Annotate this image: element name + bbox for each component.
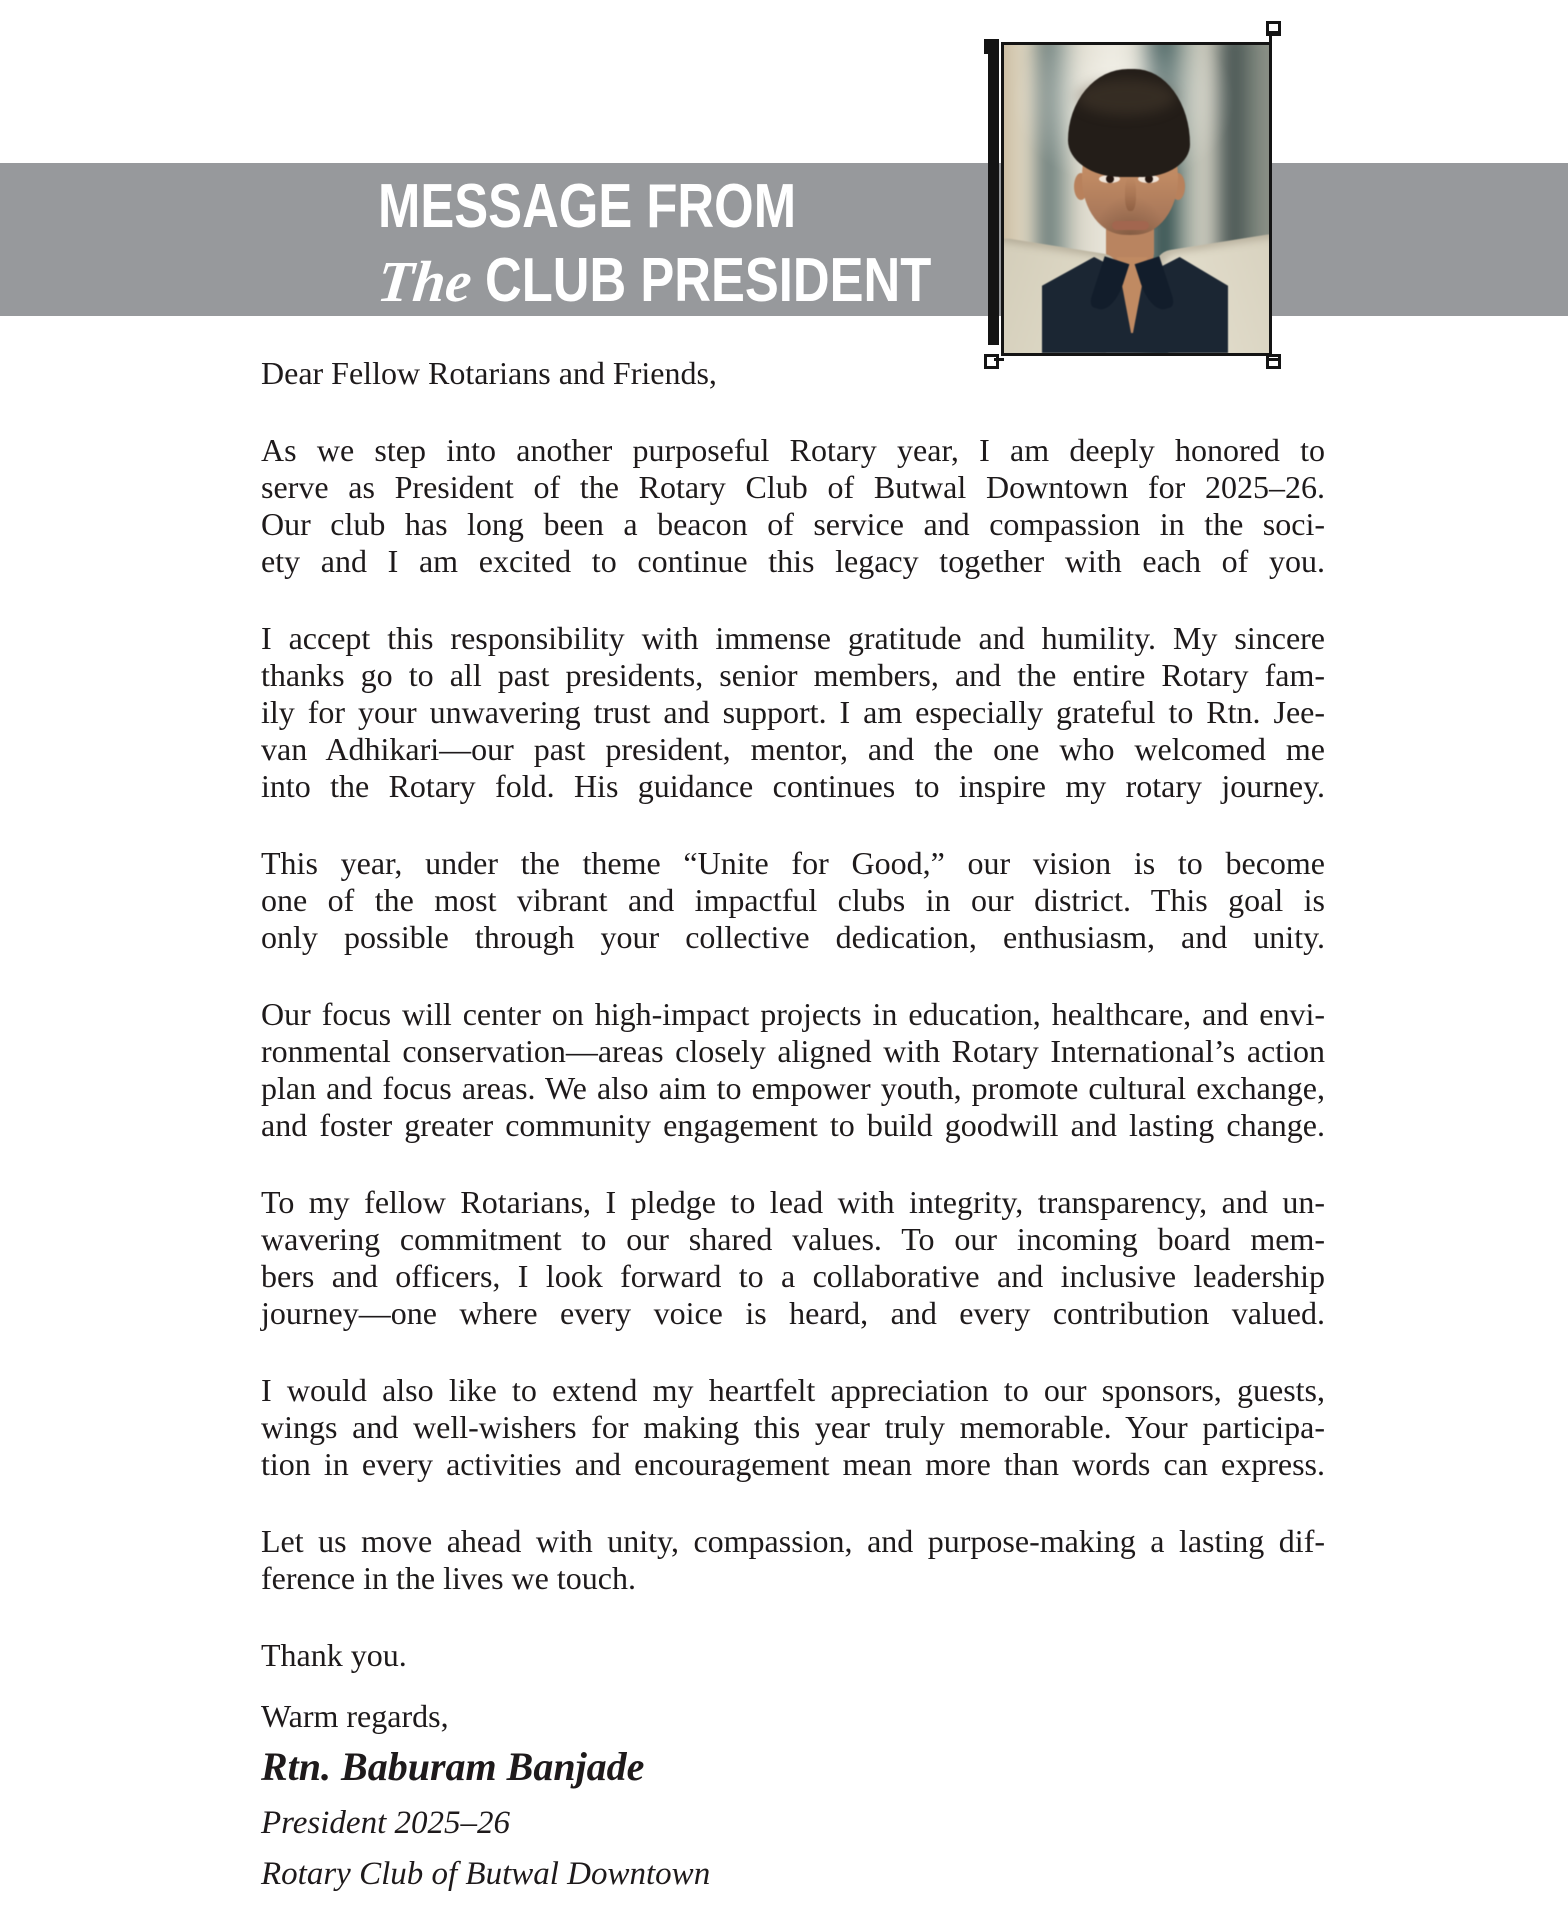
portrait-mouth (1112, 221, 1149, 230)
letter-line: journey—one where every voice is heard, and every contribution valued. (261, 1295, 1325, 1331)
president-photo-frame (1001, 42, 1272, 356)
signature-block (261, 1698, 1325, 1900)
letter-line: I would also like to extend my heartfelt appreciation to our sponsors, guests, (261, 1372, 1325, 1408)
banner-line1: MESSAGE FROM (378, 172, 797, 241)
letter-line: thanks go to all past presidents, senior members, and the entire Rotary fam- (261, 657, 1325, 693)
letter-paragraph (261, 355, 1325, 392)
signature-role: President 2025–26 (261, 1805, 510, 1841)
banner-line2-text: CLUB PRESIDENT (485, 246, 932, 315)
letter-line: into the Rotary fold. His guidance continues to inspire my rotary journey. (261, 768, 1325, 804)
letter-paragraph (261, 432, 1325, 580)
banner-line2 (374, 245, 1030, 318)
signature-name: Rtn. Baburam Banjade (261, 1744, 645, 1789)
letter-line: and foster greater community engagement to build goodwill and lasting change. (261, 1107, 1325, 1143)
letter-line: wings and well-wishers for making this year truly memorable. Your participa- (261, 1409, 1325, 1445)
banner-the-script: The (374, 249, 475, 314)
signature-closing: Warm regards, (261, 1698, 449, 1734)
letter-line: only possible through your collective dedication, enthusiasm, and unity. (261, 919, 1325, 955)
letter-line: Let us move ahead with unity, compassion, and purpose-making a lasting dif- (261, 1523, 1325, 1559)
letter-line: bers and officers, I look forward to a collaborative and inclusive leadership (261, 1258, 1325, 1294)
letter-line: one of the most vibrant and impactful clubs in our district. This goal is (261, 882, 1325, 918)
letter-line: To my fellow Rotarians, I pledge to lead with integrity, transparency, and un- (261, 1184, 1325, 1220)
letter-paragraph (261, 1184, 1325, 1332)
letter-paragraph (261, 845, 1325, 956)
letter-line: ety and I am excited to continue this legacy together with each of you. (261, 543, 1325, 579)
letter-paragraph (261, 620, 1325, 805)
frame-corner-ornament (984, 39, 999, 54)
letter-line: Dear Fellow Rotarians and Friends, (261, 355, 717, 391)
letter-line: wavering commitment to our shared values. To our incoming board mem- (261, 1221, 1325, 1257)
letter-line: Our club has long been a beacon of service and compassion in the soci- (261, 506, 1325, 542)
title-banner (0, 163, 1568, 316)
letter-paragraph (261, 1372, 1325, 1483)
letter-line: Our focus will center on high-impact projects in education, healthcare, and envi- (261, 996, 1325, 1032)
letter-line: van Adhikari—our past president, mentor, and the one who welcomed me (261, 731, 1325, 767)
letter-paragraph (261, 996, 1325, 1144)
letter-line: plan and focus areas. We also aim to empower youth, promote cultural exchange, (261, 1070, 1325, 1106)
portrait-person (1004, 45, 1269, 353)
portrait-hair (1068, 69, 1190, 177)
letter-paragraph (261, 1523, 1325, 1597)
signature-organization: Rotary Club of Butwal Downtown (261, 1856, 711, 1892)
banner-title (374, 171, 1030, 318)
letter-body (261, 355, 1325, 1900)
letter-paragraph (261, 1637, 1325, 1674)
letter-line: ference in the lives we touch. (261, 1560, 636, 1596)
letter-line: serve as President of the Rotary Club of Butwal Downtown for 2025–26. (261, 469, 1325, 505)
letter-line: tion in every activities and encouragement mean more than words can express. (261, 1446, 1325, 1482)
letter-line: As we step into another purposeful Rotary year, I am deeply honored to (261, 432, 1325, 468)
letter-line: ily for your unwavering trust and support. I am especially grateful to Rtn. Jee- (261, 694, 1325, 730)
frame-step (1269, 31, 1281, 34)
letter-line: ronmental conservation—areas closely aligned with Rotary International’s action (261, 1033, 1325, 1069)
letter-line: This year, under the theme “Unite for Good,” our vision is to become (261, 845, 1325, 881)
letter-line: I accept this responsibility with immense gratitude and humility. My sincere (261, 620, 1325, 656)
letter-line: Thank you. (261, 1637, 407, 1673)
president-portrait-photo (1004, 45, 1269, 353)
